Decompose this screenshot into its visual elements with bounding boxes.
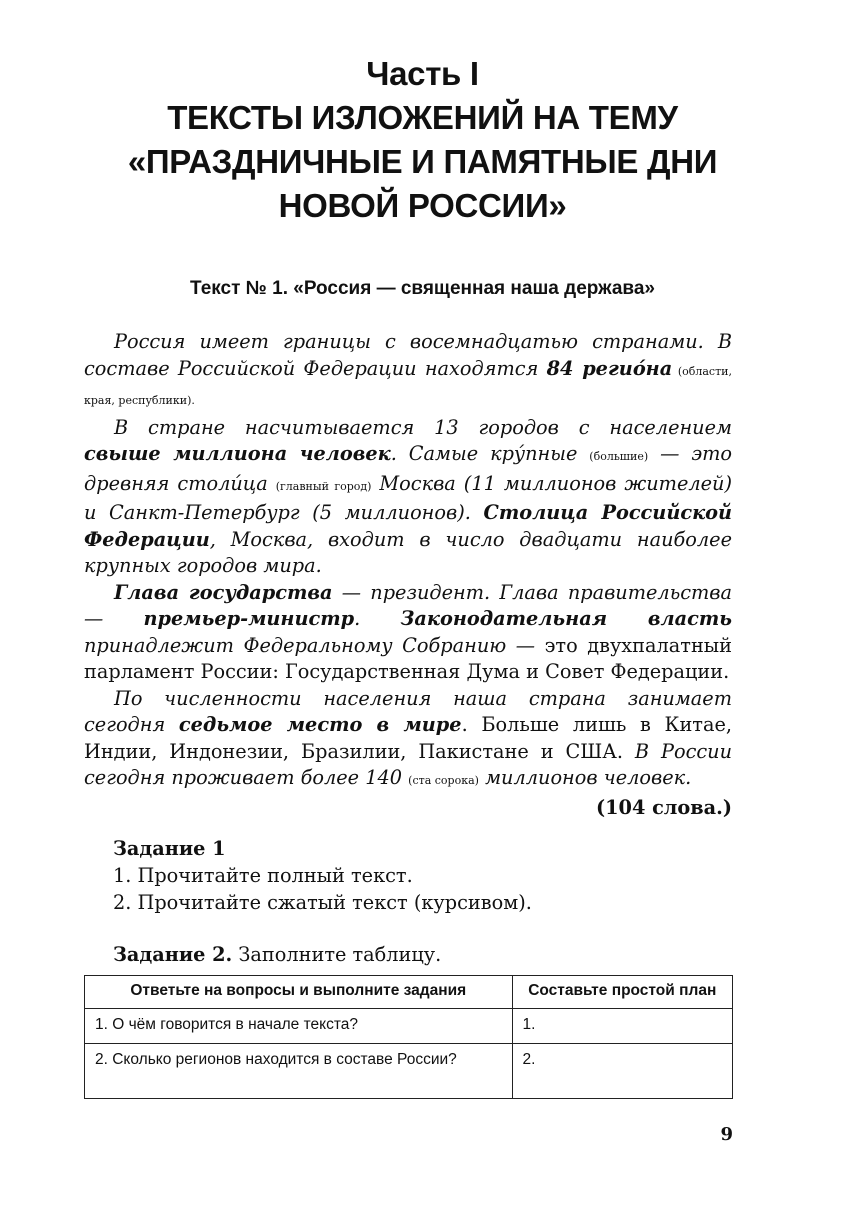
task-1-title: Задание 1 <box>113 837 226 860</box>
p3-bold-c: премьер-министр <box>143 607 355 630</box>
text-body <box>84 329 732 821</box>
table-header-questions: Ответьте на вопросы и выполните задания <box>85 976 513 1009</box>
paragraph-3 <box>84 580 732 686</box>
p1-note: (области, края, республики). <box>84 364 732 407</box>
p2-text-a: В стране насчитывается 13 городов с населением <box>114 415 732 439</box>
p1-bold: 84 регио́на <box>546 356 673 380</box>
page-number: 9 <box>720 1124 733 1145</box>
p3-text-d: . <box>354 607 401 630</box>
table-cell-plan-2: 2. <box>512 1044 732 1099</box>
task-1-item-1: 1. Прочитайте полный текст. <box>113 864 413 887</box>
part-title-line-1: ТЕКСТЫ ИЗЛОЖЕНИЙ НА ТЕМУ <box>167 99 678 136</box>
task-2-title: Задание 2. <box>113 943 233 966</box>
task-2 <box>113 941 441 968</box>
paragraph-1 <box>84 329 732 415</box>
p3-text-g: это двухпалатный парламент России: Государственная Дума и Совет Федерации. <box>84 633 732 683</box>
p3-bold-a: Глава государства <box>114 580 333 604</box>
p2-bold-f: Столица Российской Федерации <box>84 501 733 551</box>
table-cell-plan-1: 1. <box>512 1009 732 1044</box>
task-table <box>84 975 733 1099</box>
table-header-plan: Составьте простой план <box>512 976 732 1009</box>
task-1 <box>113 835 733 916</box>
p4-text-e: В России сегодня проживает более 140 <box>84 739 732 789</box>
p2-text-c: . Самые кру́пные <box>390 442 590 465</box>
table-row <box>85 1009 733 1044</box>
table-header-row <box>85 976 733 1009</box>
paragraph-4 <box>84 686 732 795</box>
word-count: (104 слова.) <box>595 795 732 819</box>
part-title-line-2: «ПРАЗДНИЧНЫЕ И ПАМЯТНЫЕ ДНИ <box>127 143 718 180</box>
p2-text-e: Москва (11 миллионов жителей) и Санкт-Петербург (5 миллионов). <box>84 471 732 524</box>
p3-text-b: — президент. Глава правительства — <box>84 580 732 630</box>
p2-bold-a: свыше миллиона человек <box>84 442 391 465</box>
task-2-text: Заполните таблицу. <box>232 943 442 966</box>
p2-note-1: (большие) <box>589 450 649 463</box>
p4-text-c: . <box>461 713 468 736</box>
paragraph-2 <box>84 415 732 580</box>
p2-note-2: (главный город) <box>275 479 372 493</box>
p4-note: (ста сорока) <box>408 774 479 787</box>
p4-bold-b: седьмое место в мире <box>178 713 462 736</box>
part-number: Часть I <box>366 55 479 92</box>
table-cell-question-1: 1. О чём говорится в начале текста? <box>85 1009 513 1044</box>
p1-text: Россия имеет границы с восемнадцатью странами. В составе Российской Федерации находятся <box>84 330 732 380</box>
text-title: Текст № 1. «Россия — священная наша держава» <box>190 278 655 299</box>
p3-bold-e: Законодательная власть <box>400 607 732 630</box>
table-cell-question-2: 2. Сколько регионов находится в составе России? <box>85 1044 513 1099</box>
task-1-item-2: 2. Прочитайте сжатый текст (курсивом). <box>113 891 532 914</box>
p2-text-d: — это древняя столи́ца <box>84 442 733 495</box>
p4-text-d: Больше лишь в Китае, Индии, Индонезии, Бразилии, Пакистане и США. <box>84 713 733 763</box>
p4-text-a: По численности населения наша страна занимает сегодня <box>84 686 732 736</box>
part-title-line-3: НОВОЙ РОССИИ» <box>278 187 567 224</box>
p4-text-f: миллионов человек. <box>478 766 692 789</box>
p3-text-f: принадлежит Федеральному Собранию — <box>84 633 545 657</box>
table-row <box>85 1044 733 1099</box>
part-heading <box>60 52 785 228</box>
p2-text-g: , Москва, входит в число двадцати наиболее крупных городов мира. <box>84 527 732 577</box>
